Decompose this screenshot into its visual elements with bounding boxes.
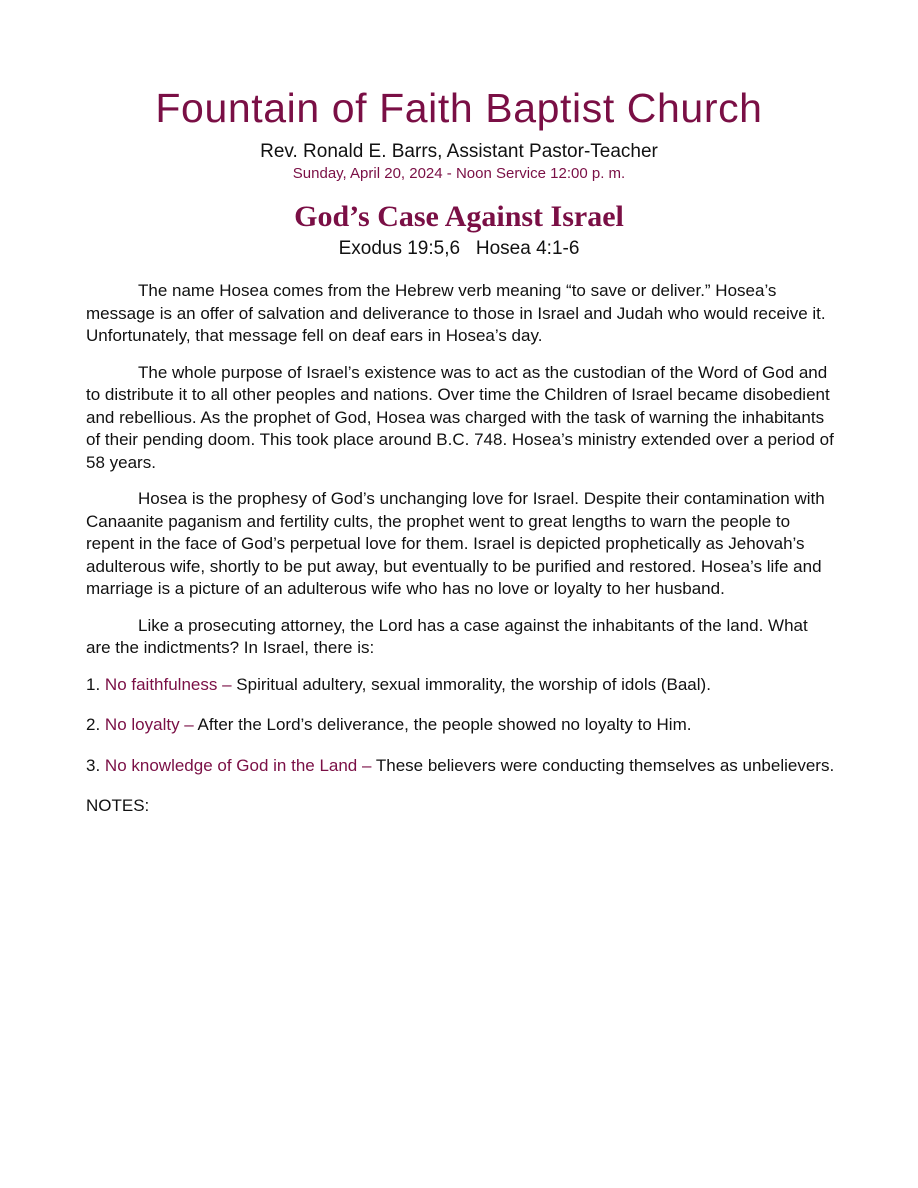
pastor-line: Rev. Ronald E. Barrs, Assistant Pastor-Teacher bbox=[260, 141, 658, 162]
indictment-text: After the Lord’s deliverance, the people showed no loyalty to Him. bbox=[197, 715, 692, 734]
sermon-body bbox=[86, 280, 836, 818]
indictment-item bbox=[86, 755, 836, 778]
paragraph-israel-purpose: The whole purpose of Israel’s existence was to act as the custodian of the Word of God and to distribute it to all other peoples and nations. Over time the Children of Israel became disobedient and rebellious. As the prophet of God, Hosea was charged with the task of warning the inhabitants of their pending doom. This took place around B.C. 748. Hosea’s ministry extended over a period of 58 years. bbox=[86, 362, 834, 472]
indictment-label: No knowledge of God in the Land – bbox=[104, 755, 372, 775]
notes-label: NOTES: bbox=[86, 796, 150, 815]
scripture-reference: Exodus 19:5,6 Hosea 4:1-6 bbox=[338, 238, 580, 259]
indictment-item bbox=[86, 714, 836, 737]
indictment-label: No faithfulness – bbox=[104, 674, 232, 694]
indictment-number: 1. bbox=[86, 674, 101, 694]
indictment-item bbox=[86, 674, 836, 697]
indictment-text: These believers were conducting themselves as unbelievers. bbox=[375, 755, 835, 775]
indictment-number: 3. bbox=[86, 755, 101, 775]
paragraph-indictments-intro: Like a prosecuting attorney, the Lord has a case against the inhabitants of the land. What are the indictments? In Israel, there is: bbox=[86, 615, 808, 657]
service-line: Sunday, April 20, 2024 - Noon Service 12:00 p. m. bbox=[292, 165, 626, 182]
sermon-title: God’s Case Against Israel bbox=[294, 200, 624, 233]
paragraph-hosea-name: The name Hosea comes from the Hebrew verb meaning “to save or deliver.” Hosea’s message is an offer of salvation and deliverance to those in Israel and Judah who would receive it. Unfortunately, that message fell on deaf ears in Hosea’s day. bbox=[86, 281, 826, 345]
indictment-text: Spiritual adultery, sexual immorality, the worship of idols (Baal). bbox=[236, 674, 711, 694]
indictment-number: 2. bbox=[86, 715, 101, 734]
paragraph-unchanging-love: Hosea is the prophesy of God’s unchanging love for Israel. Despite their contamination with Canaanite paganism and fertility cults, the prophet went to great lengths to warn the people to repent in the face of God’s perpetual love for them. Israel is depicted prophetically as Jehovah’s adulterous wife, shortly to be put away, but eventually to be purified and restored. Hosea’s life and marriage is a picture of an adulterous wife who has no love or loyalty to her husband. bbox=[86, 489, 825, 598]
church-name: Fountain of Faith Baptist Church bbox=[155, 85, 763, 131]
indictment-label: No loyalty – bbox=[104, 715, 194, 734]
